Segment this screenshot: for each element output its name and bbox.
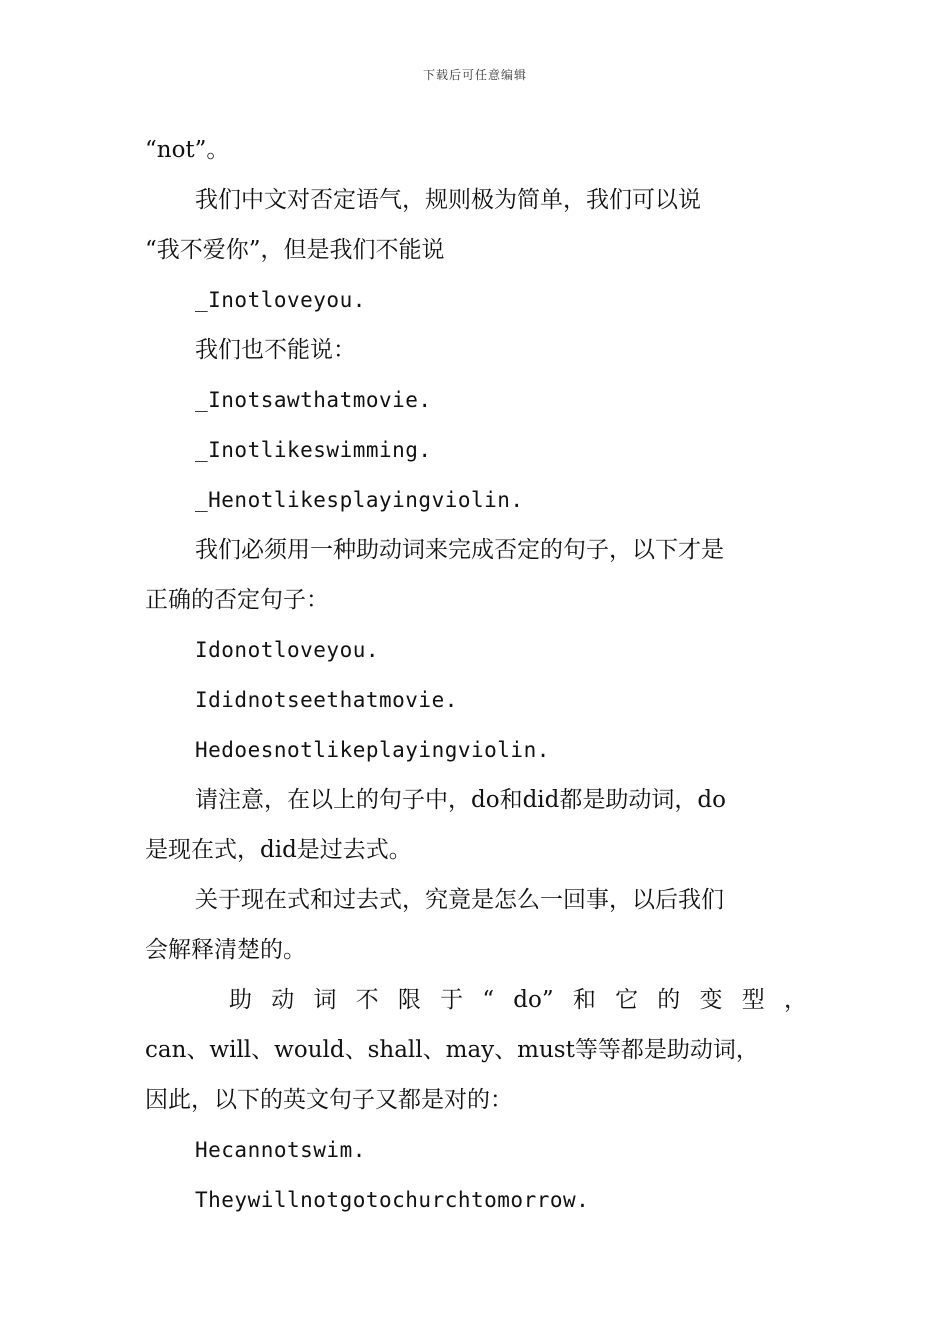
paragraph-line: can、will、would、shall、may、must等等都是助动词， [145, 1037, 759, 1063]
justified-char: 的 [657, 987, 681, 1013]
paragraph-line: “我不爱你”，但是我们不能说 [145, 237, 445, 263]
justified-char: 助 [229, 987, 252, 1013]
example-sentence: Ididnotseethatmovie. [195, 688, 458, 712]
justified-char: ， [783, 987, 807, 1013]
example-sentence: _Inotloveyou. [195, 288, 366, 312]
paragraph-line: 因此，以下的英文句子又都是对的： [145, 1087, 513, 1113]
example-sentence: _Inotsawthatmovie. [195, 388, 432, 412]
paragraph-line: 正确的否定句子： [145, 587, 329, 613]
justified-char: 于 [440, 987, 464, 1013]
justified-char: 动 [271, 987, 295, 1013]
example-sentence: Idonotloveyou. [195, 638, 380, 662]
paragraph-line: 我们必须用一种助动词来完成否定的句子，以下才是 [195, 537, 724, 563]
justified-char: 不 [355, 987, 379, 1013]
document-body [145, 128, 807, 1228]
justified-paragraph-line [145, 978, 807, 1028]
example-sentence: _Inotlikeswimming. [195, 438, 432, 462]
example-sentence: _Henotlikesplayingviolin. [195, 488, 524, 512]
justified-char: do” [513, 987, 554, 1013]
paragraph-line: 关于现在式和过去式，究竟是怎么一回事，以后我们 [195, 887, 724, 913]
example-sentence: Hecannotswim. [195, 1138, 366, 1162]
justified-char: 变 [699, 987, 723, 1013]
paragraph-line: 我们中文对否定语气，规则极为简单，我们可以说 [195, 187, 701, 213]
justified-char: 和 [572, 987, 596, 1013]
justified-char: “ [482, 987, 495, 1013]
justified-char: 限 [397, 987, 421, 1013]
justified-char: 型 [741, 987, 765, 1013]
page-header: 下载后可任意编辑 [422, 68, 527, 82]
paragraph-line: 会解释清楚的。 [145, 937, 306, 963]
paragraph-line: 请注意，在以上的句子中，do和did都是助动词，do [195, 787, 726, 813]
paragraph-line: 是现在式，did是过去式。 [145, 837, 412, 863]
justified-char: 词 [313, 987, 337, 1013]
paragraph-line: “not”。 [145, 137, 230, 163]
example-sentence: Theywillnotgotochurchtomorrow. [195, 1188, 590, 1212]
justified-char: 它 [615, 987, 639, 1013]
paragraph-line: 我们也不能说： [195, 337, 356, 363]
example-sentence: Hedoesnotlikeplayingviolin. [195, 738, 550, 762]
